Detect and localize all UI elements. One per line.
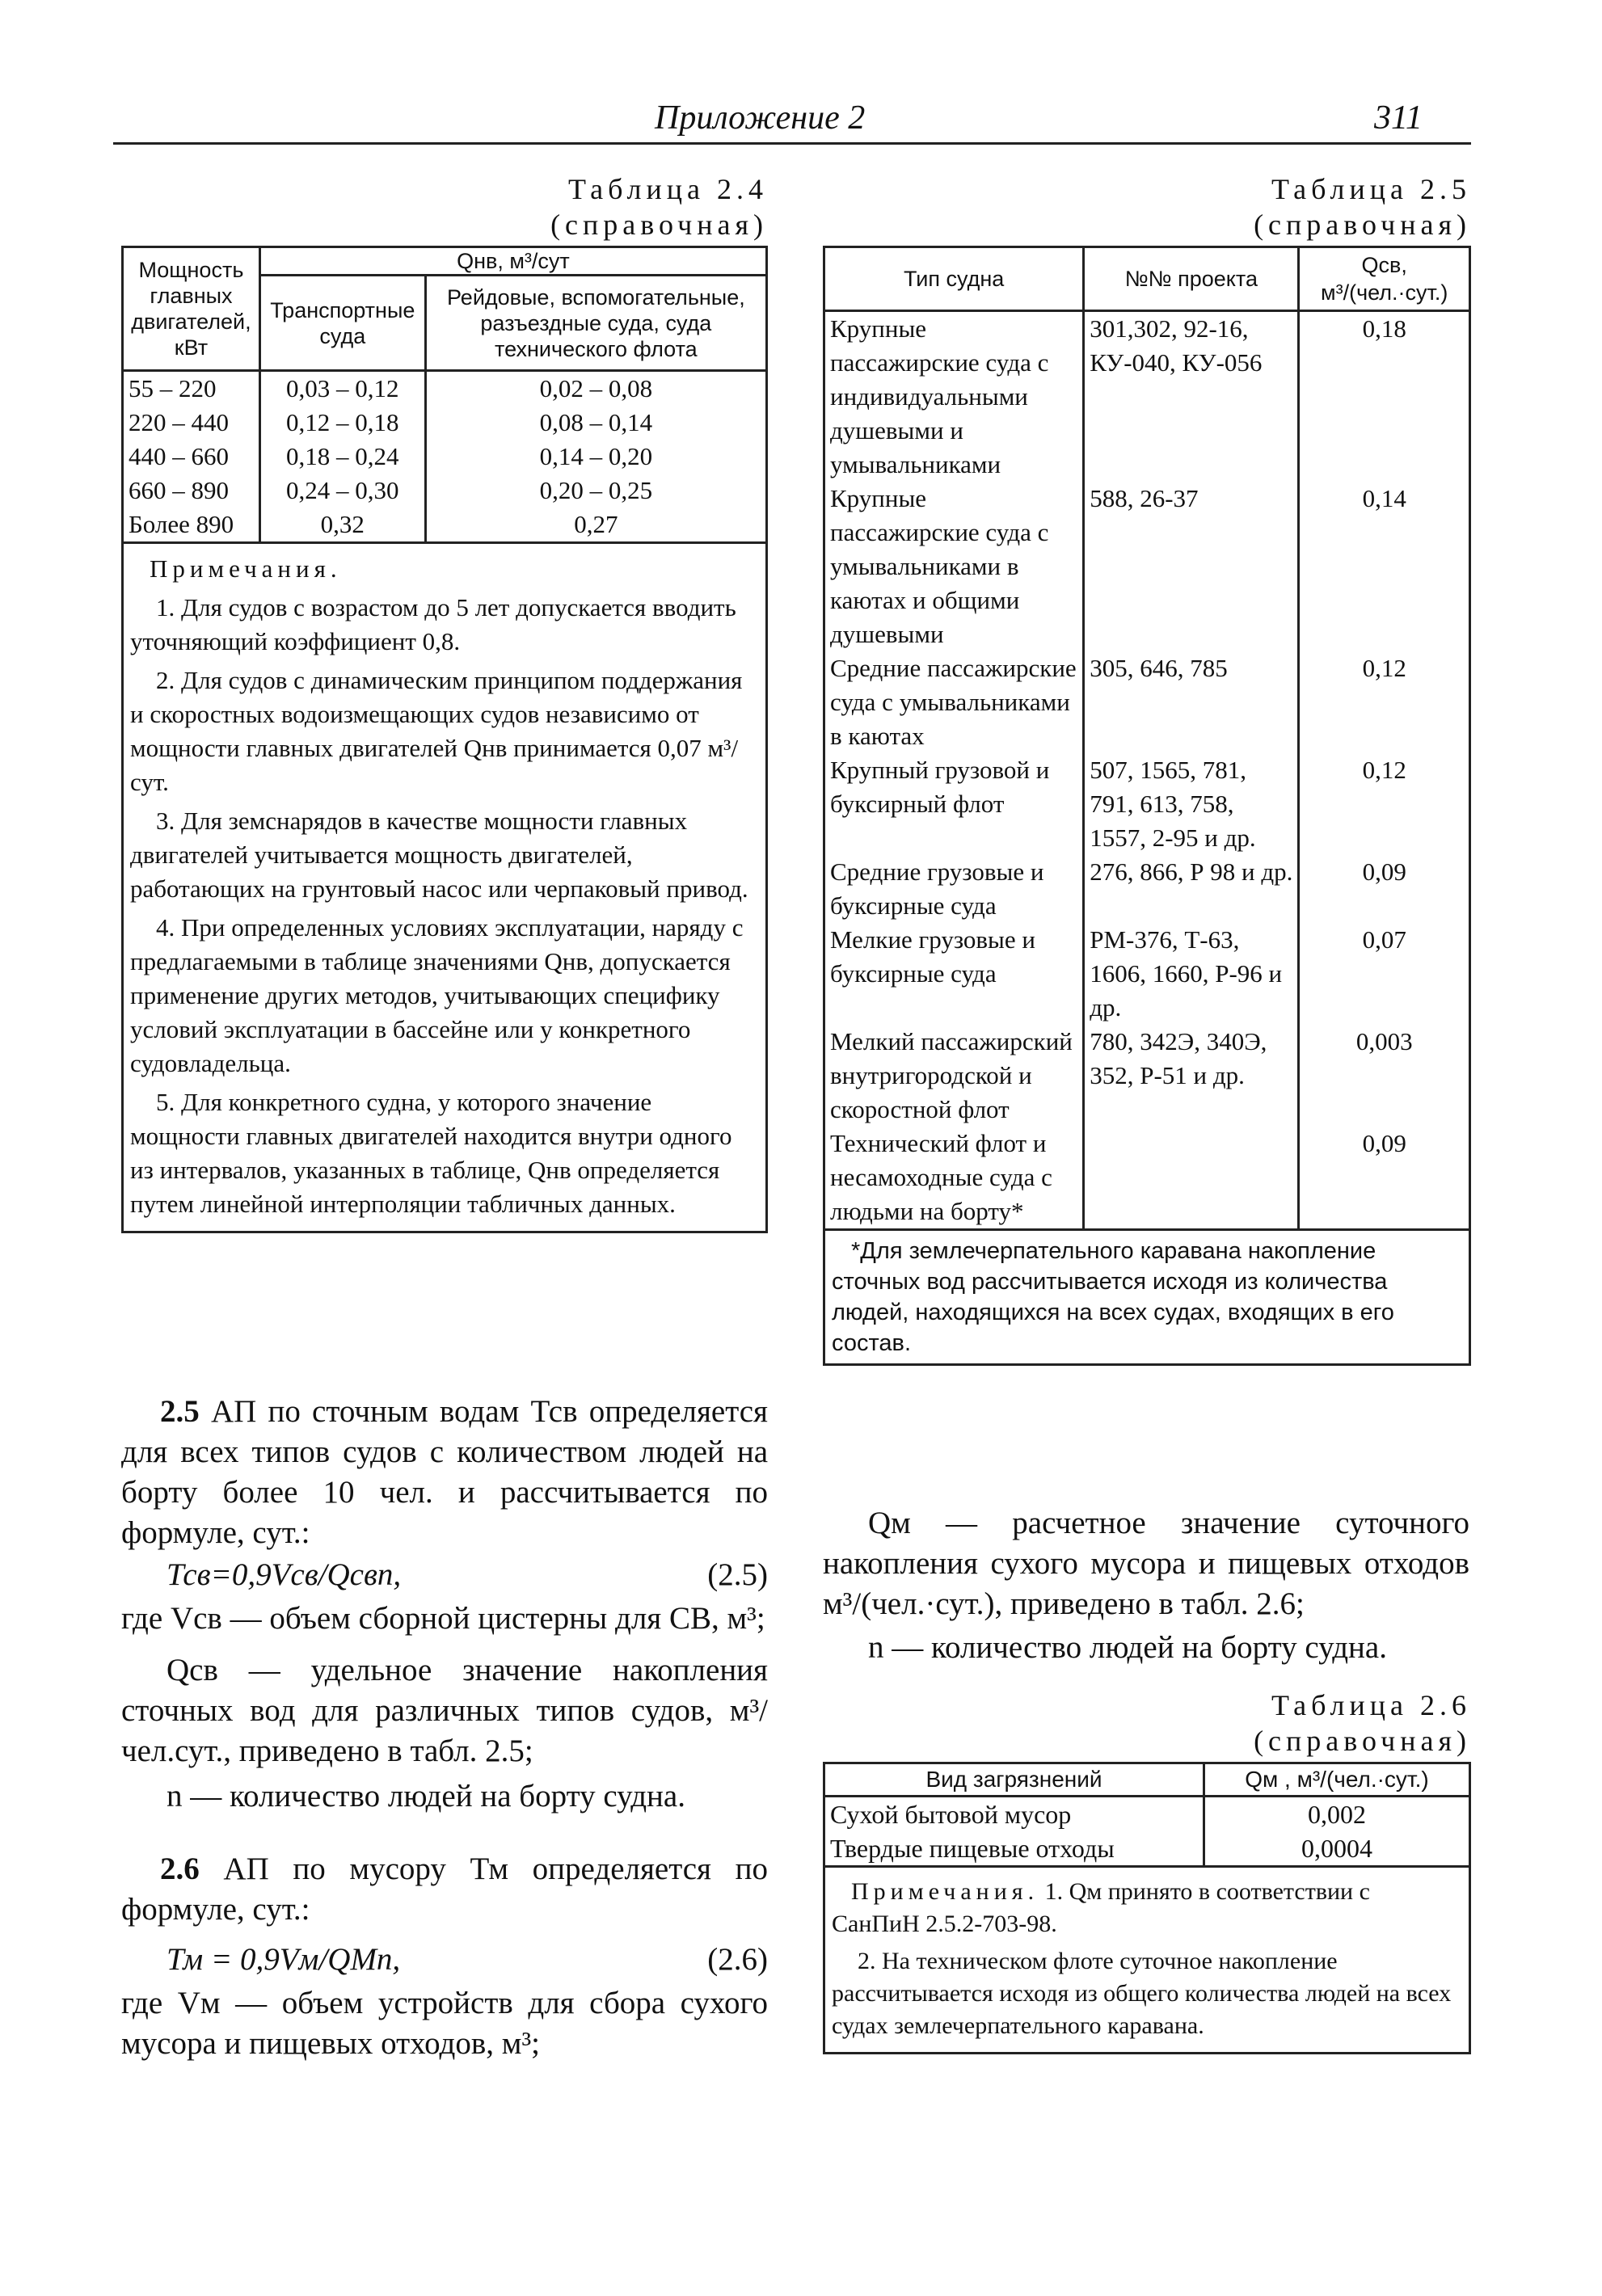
col-transport-header: Транспортные суда	[259, 276, 425, 371]
cell-roadstead: 0,27	[425, 508, 766, 543]
note-3: 3. Для земснарядов в качестве мощности главных двигателей учитывается мощность двигателей, работающих на грунтовый насос или черпаковый привод.	[130, 807, 748, 903]
table-row	[824, 311, 1470, 482]
where-v-m: где Vм — объем устройств для сбора сухого мусора и пищевых отходов, м³;	[121, 1986, 768, 2061]
cell-q: 0,09	[1299, 855, 1470, 923]
col-type-header: Тип судна	[824, 247, 1084, 311]
cell-transport: 0,03 – 0,12	[259, 371, 425, 407]
cell-power: 220 – 440	[123, 406, 260, 440]
table-row	[824, 1797, 1470, 1832]
cell-type: Мелкий пассажирский внутригородской и скоростной флот	[824, 1025, 1084, 1127]
table-row	[824, 1127, 1470, 1230]
table-2-4	[121, 246, 768, 1233]
table-2-6-notes	[824, 1867, 1470, 2054]
cell-power: 55 – 220	[123, 371, 260, 407]
right-body-text	[823, 1503, 1469, 1668]
table-2-5-footnote: *Для землечерпательного каравана накопление сточных вод рассчитывается исходя из количества людей, находящихся на всех судах, входящих в его состав.	[824, 1230, 1470, 1365]
col-roadstead-header: Рейдовые, вспомогательные, разъездные суда, суда технического флота	[425, 276, 766, 371]
cell-type: Мелкие грузовые и буксирные суда	[824, 923, 1084, 1025]
table-row	[123, 440, 767, 474]
cell-project	[1084, 1127, 1299, 1230]
section-2-6-text: АП по мусору Тм определяется по формуле, сут.:	[121, 1852, 768, 1927]
col-qnv-header: Qнв, м³/сут	[259, 247, 766, 276]
table-2-5-title: Таблица 2.5	[1271, 173, 1471, 205]
table-2-6-title: Таблица 2.6	[1271, 1689, 1471, 1721]
section-2-6-number: 2.6	[160, 1852, 200, 1886]
note-2: 2. Для судов с динамическим принципом поддержания и скоростных водоизмещающих судов независимо от мощности главных двигателей Qнв принимается 0,07 м³/сут.	[130, 666, 743, 796]
cell-qm: 0,0004	[1204, 1831, 1470, 1867]
formula-2-6-body: Тм = 0,9Vм/QМn,	[167, 1942, 401, 1977]
cell-q: 0,003	[1299, 1025, 1470, 1127]
cell-type: Средние пассажирские суда с умывальниками в каютах	[824, 651, 1084, 753]
cell-q: 0,09	[1299, 1127, 1470, 1230]
cell-project: 276, 866, Р 98 и др.	[1084, 855, 1299, 923]
notes-title: Примечания.	[150, 554, 342, 583]
table-row	[824, 1025, 1470, 1127]
section-2-5-text: АП по сточным водам Тсв определяется для всех типов судов с количеством людей на борту более 10 чел. и рассчитывается по формуле, сут.:	[121, 1394, 768, 1550]
cell-type: Технический флот и несамоходные суда с людьми на борту*	[824, 1127, 1084, 1230]
table-2-4-subtitle: (справочная)	[550, 209, 768, 241]
cell-power: 440 – 660	[123, 440, 260, 474]
cell-type: Средние грузовые и буксирные суда	[824, 855, 1084, 923]
cell-type: Крупный грузовой и буксирный флот	[824, 753, 1084, 855]
col-q-header: Qсв, м³/(чел.·сут.)	[1299, 247, 1470, 311]
table-2-6-subtitle: (справочная)	[1254, 1725, 1471, 1757]
cell-project: 301,302, 92-16, КУ-040, КУ-056	[1084, 311, 1299, 482]
table-row	[123, 508, 767, 543]
table-2-5-subtitle: (справочная)	[1254, 209, 1471, 241]
table-row	[123, 474, 767, 508]
note-1: 1. Qм принято в соответствии с СанПиН 2.5.2-703-98.	[832, 1878, 1370, 1937]
table-2-6	[823, 1762, 1471, 2054]
cell-transport: 0,32	[259, 508, 425, 543]
cell-type: Крупные пассажирские суда с индивидуальными душевыми и умывальниками	[824, 311, 1084, 482]
table-row	[824, 1831, 1470, 1867]
notes-title: Примечания.	[851, 1878, 1039, 1905]
formula-2-5-number: (2.5)	[707, 1557, 768, 1592]
table-2-6-caption	[1164, 1687, 1471, 1759]
table-2-4-title: Таблица 2.4	[568, 173, 768, 205]
note-1: 1. Для судов с возрастом до 5 лет допускается вводить уточняющий коэффициент 0,8.	[130, 593, 736, 655]
cell-project: 507, 1565, 781, 791, 613, 758, 1557, 2-95 и др.	[1084, 753, 1299, 855]
table-row	[824, 651, 1470, 753]
cell-q: 0,18	[1299, 311, 1470, 482]
table-row	[824, 923, 1470, 1025]
table-row	[824, 753, 1470, 855]
formula-2-6-number: (2.6)	[707, 1942, 768, 1977]
cell-roadstead: 0,20 – 0,25	[425, 474, 766, 508]
table-2-4-caption	[469, 171, 768, 242]
col-pollution-type-header: Вид загрязнений	[824, 1763, 1204, 1797]
table-row	[123, 371, 767, 407]
cell-pollution-type: Твердые пищевые отходы	[824, 1831, 1204, 1867]
page-number: 311	[1374, 99, 1423, 137]
n-definition-left: n — количество людей на борту судна.	[167, 1779, 685, 1814]
table-row	[123, 406, 767, 440]
cell-transport: 0,24 – 0,30	[259, 474, 425, 508]
running-header-title: Приложение 2	[655, 99, 866, 137]
col-project-header: №№ проекта	[1084, 247, 1299, 311]
left-body-text	[121, 1392, 768, 2064]
cell-pollution-type: Сухой бытовой мусор	[824, 1797, 1204, 1832]
q-sv-definition: Qсв — удельное значение накопления сточных вод для различных типов судов, м³/чел.сут., приведено в табл. 2.5;	[121, 1653, 768, 1768]
col-qm-header: Qм , м³/(чел.·сут.)	[1204, 1763, 1470, 1797]
cell-roadstead: 0,02 – 0,08	[425, 371, 766, 407]
n-definition-right: n — количество людей на борту судна.	[868, 1630, 1387, 1665]
cell-power: Более 890	[123, 508, 260, 543]
table-row	[824, 855, 1470, 923]
cell-project: РМ-376, Т-63, 1606, 1660, Р-96 и др.	[1084, 923, 1299, 1025]
col-power-header: Мощность главных двигателей, кВт	[123, 247, 260, 371]
cell-qm: 0,002	[1204, 1797, 1470, 1832]
section-2-5-number: 2.5	[160, 1394, 200, 1429]
formula-2-6	[121, 1940, 768, 1980]
formula-2-5-body: Тсв=0,9Vсв/Qсвn,	[167, 1557, 402, 1592]
cell-roadstead: 0,08 – 0,14	[425, 406, 766, 440]
note-4: 4. При определенных условиях эксплуатации, наряду с предлагаемыми в таблице значениями Qнв, допускается применение других методов, учитывающих специфику условий эксплуатации в бассейне или у конкретного судовладельца.	[130, 913, 744, 1077]
cell-transport: 0,12 – 0,18	[259, 406, 425, 440]
formula-2-5	[121, 1555, 768, 1595]
q-m-definition: Qм — расчетное значение суточного накопления сухого мусора и пищевых отходов м³/(чел.·сут.), приведено в табл. 2.6;	[823, 1506, 1469, 1621]
cell-type: Крупные пассажирские суда с умывальниками в каютах и общими душевыми	[824, 482, 1084, 651]
header-rule	[113, 142, 1471, 145]
note-2: 2. На техническом флоте суточное накопление рассчитывается исходя из общего количества людей на всех судах землечерпательного каравана.	[832, 1948, 1452, 2039]
table-2-5	[823, 246, 1471, 1366]
cell-q: 0,07	[1299, 923, 1470, 1025]
cell-roadstead: 0,14 – 0,20	[425, 440, 766, 474]
cell-transport: 0,18 – 0,24	[259, 440, 425, 474]
note-5: 5. Для конкретного судна, у которого значение мощности главных двигателей находится внутри одного из интервалов, указанных в таблице, Qнв определяется путем линейной интерполяции табличных данных.	[130, 1088, 732, 1218]
cell-power: 660 – 890	[123, 474, 260, 508]
cell-project: 305, 646, 785	[1084, 651, 1299, 753]
table-2-4-notes	[123, 543, 767, 1232]
cell-project: 588, 26-37	[1084, 482, 1299, 651]
cell-project: 780, 342Э, 340Э, 352, Р-51 и др.	[1084, 1025, 1299, 1127]
cell-q: 0,12	[1299, 753, 1470, 855]
table-row	[824, 482, 1470, 651]
where-v-sv: где Vсв — объем сборной цистерны для СВ, м³;	[121, 1601, 765, 1636]
cell-q: 0,14	[1299, 482, 1470, 651]
cell-q: 0,12	[1299, 651, 1470, 753]
table-2-5-caption	[1164, 171, 1471, 242]
